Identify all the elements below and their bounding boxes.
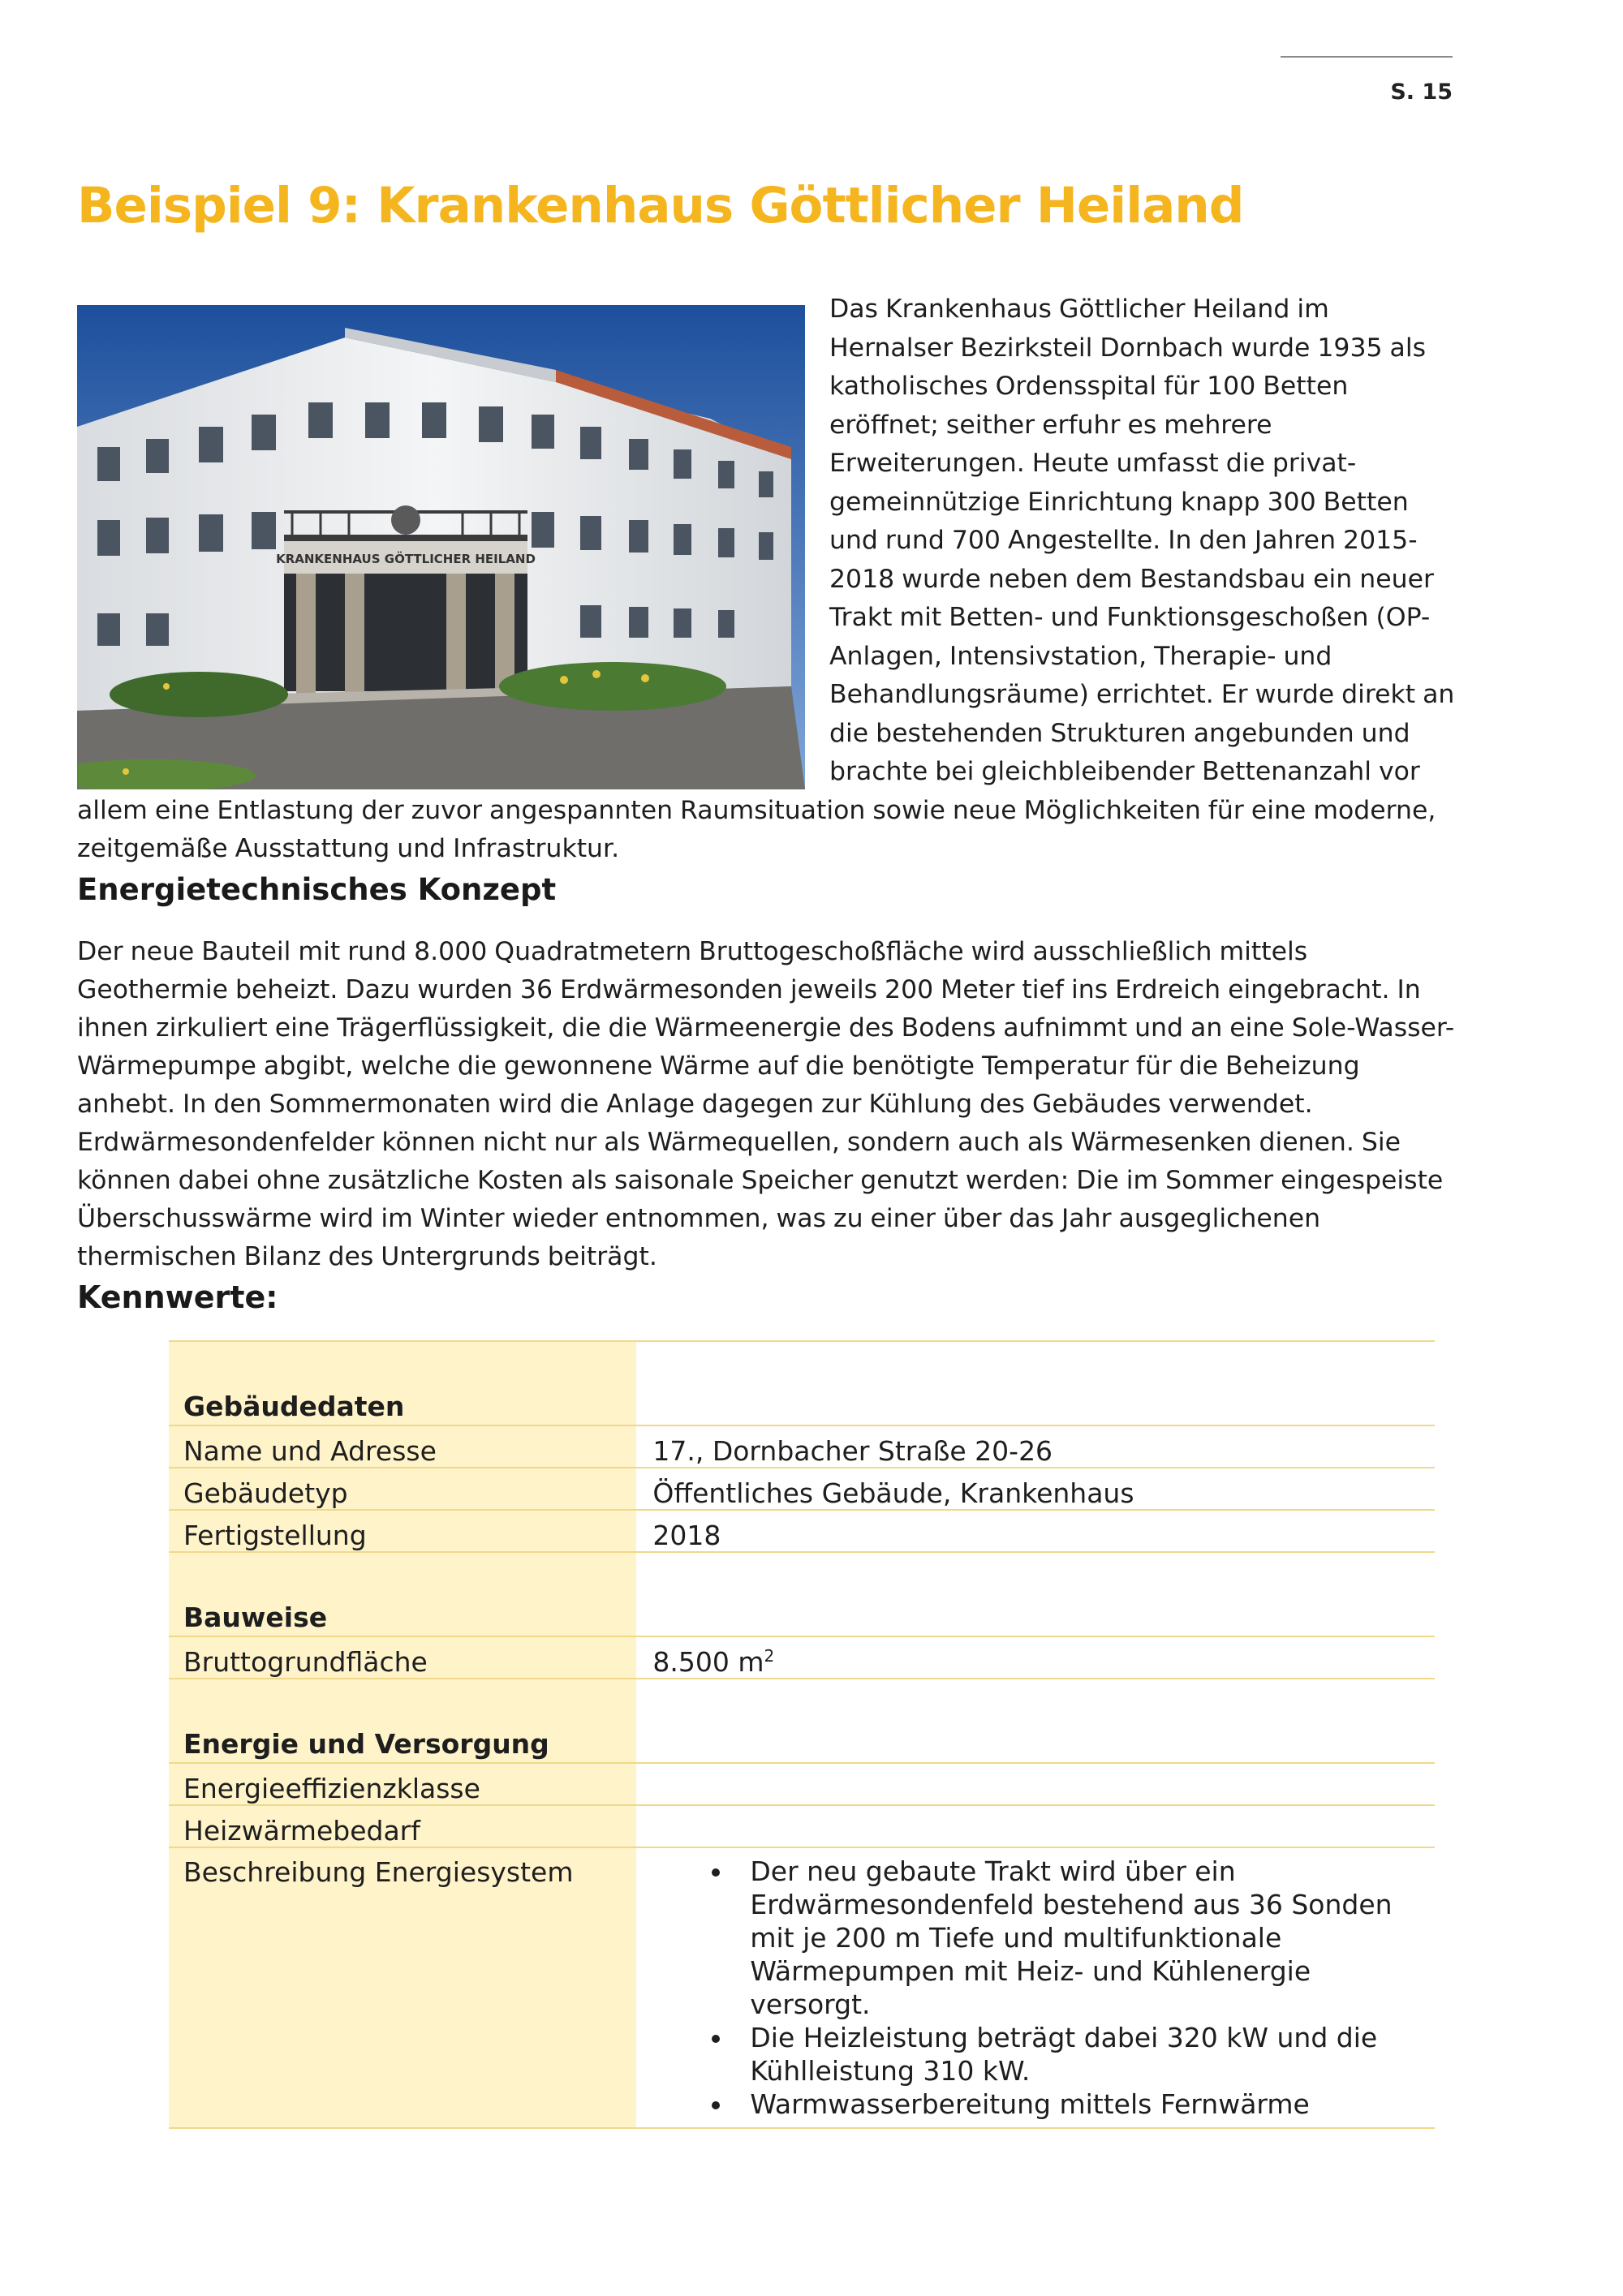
kennwerte-heading: Kennwerte:	[77, 1279, 278, 1315]
table-group-row	[169, 1552, 1435, 1636]
name-value: 17., Dornbacher Straße 20-26	[636, 1425, 1435, 1468]
concept-heading: Energietechnisches Konzept	[77, 872, 557, 907]
page-title: Beispiel 9: Krankenhaus Göttlicher Heiland	[77, 177, 1244, 234]
page-number: S. 15	[1390, 80, 1453, 105]
completion-value: 2018	[636, 1510, 1435, 1552]
area-unit-exponent: 2	[764, 1646, 775, 1666]
table-row	[169, 1805, 1435, 1847]
intro-paragraph: Das Krankenhaus Göttlicher Heiland im Hernalser Bezirksteil Dornbach wurde 1935 als katholisches Ordensspital für 100 Betten eröffnet; seither erfuhr es mehrere Erweiterungen. Heute umfasst die privat- gemeinnützige Einrichtung knapp 300 Betten und rund 700 Angestellte. In den Jahren 2015-2018 wurde neben dem Bestandsbau ein neuer Trakt mit Betten- und Funktionsgeschoßen (OP-Anlagen, Intensivstation, Therapie- und Behandlungsräume) errichtet. Er wurde direkt an die bestehenden Strukturen angebunden und brachte bei gleichbleibender Bettenanzahl vor allem eine Entlastung der zuvor angespannten Raumsituation sowie neue Möglichkeiten für eine moderne, zeitgemäße Ausstattung und Infrastruktur.	[77, 295, 1455, 863]
type-value: Öffentliches Gebäude, Krankenhaus	[636, 1468, 1435, 1510]
system-label: Beschreibung Energiesystem	[169, 1847, 636, 2128]
efficiency-label: Energieeffizienzklasse	[169, 1763, 636, 1805]
group-label-building: Gebäudedaten	[169, 1342, 636, 1425]
area-value	[636, 1636, 1435, 1679]
header-rule	[1281, 56, 1453, 58]
table-row	[169, 1763, 1435, 1805]
list-item: • Warmwasserbereitung mittels Fernwärme	[734, 2087, 1420, 2121]
hospital-sign: KRANKENHAUS GÖTTLICHER HEILAND	[276, 552, 536, 566]
system-bullet-list	[652, 1855, 1420, 2121]
area-label: Bruttogrundfläche	[169, 1636, 636, 1679]
table-row	[169, 1636, 1435, 1679]
list-item: • Die Heizleistung beträgt dabei 320 kW und die Kühlleistung 310 kW.	[734, 2021, 1420, 2087]
efficiency-value	[636, 1763, 1435, 1805]
area-number: 8.500 m	[652, 1646, 764, 1678]
table-row	[169, 1847, 1435, 2128]
table-row	[169, 1425, 1435, 1468]
concept-paragraph: Der neue Bauteil mit rund 8.000 Quadratmetern Bruttogeschoßfläche wird ausschließlich mittels Geothermie beheizt. Dazu wurden 36 Erdwärmesonden jeweils 200 Meter tief ins Erdreich eingebracht. In ihnen zirkuliert eine Trägerflüssigkeit, die die Wärmeenergie des Bodens aufnimmt und an eine Sole-Wasser-Wärmepumpe abgibt, welche die gewonnene Wärme auf die benötigte Temperatur für die Beheizung anhebt. In den Sommermonaten wird die Anlage dagegen zur Kühlung des Gebäudes verwendet. Erdwärmesondenfelder können nicht nur als Wärmequellen, sondern auch als Wärmesenken dienen. Sie können dabei ohne zusätzliche Kosten als saisonale Speicher genutzt werden: Die im Sommer eingespeiste Überschusswärme wird im Winter wieder entnommen, was zu einer über das Jahr ausgeglichenen thermischen Bilanz des Untergrunds beiträgt.	[77, 937, 1455, 1271]
table-group-row	[169, 1342, 1435, 1425]
group-label-construction: Bauweise	[169, 1552, 636, 1636]
list-item: • Der neu gebaute Trakt wird über ein Erdwärmesondenfeld bestehend aus 36 Sonden mit je 200 m Tiefe und multifunktionale Wärmepumpen mit Heiz- und Kühlenergie versorgt.	[734, 1855, 1420, 2021]
hospital-photo	[77, 305, 805, 789]
intro-section	[77, 290, 1457, 869]
table-row	[169, 1510, 1435, 1552]
completion-label: Fertigstellung	[169, 1510, 636, 1552]
kennwerte-table	[169, 1340, 1435, 2129]
heat-label: Heizwärmebedarf	[169, 1805, 636, 1847]
heat-value	[636, 1805, 1435, 1847]
name-label: Name und Adresse	[169, 1425, 636, 1468]
table-row	[169, 1468, 1435, 1510]
group-label-energy: Energie und Versorgung	[169, 1679, 636, 1763]
table-group-row	[169, 1679, 1435, 1763]
type-label: Gebäudetyp	[169, 1468, 636, 1510]
concept-section	[77, 933, 1457, 1276]
